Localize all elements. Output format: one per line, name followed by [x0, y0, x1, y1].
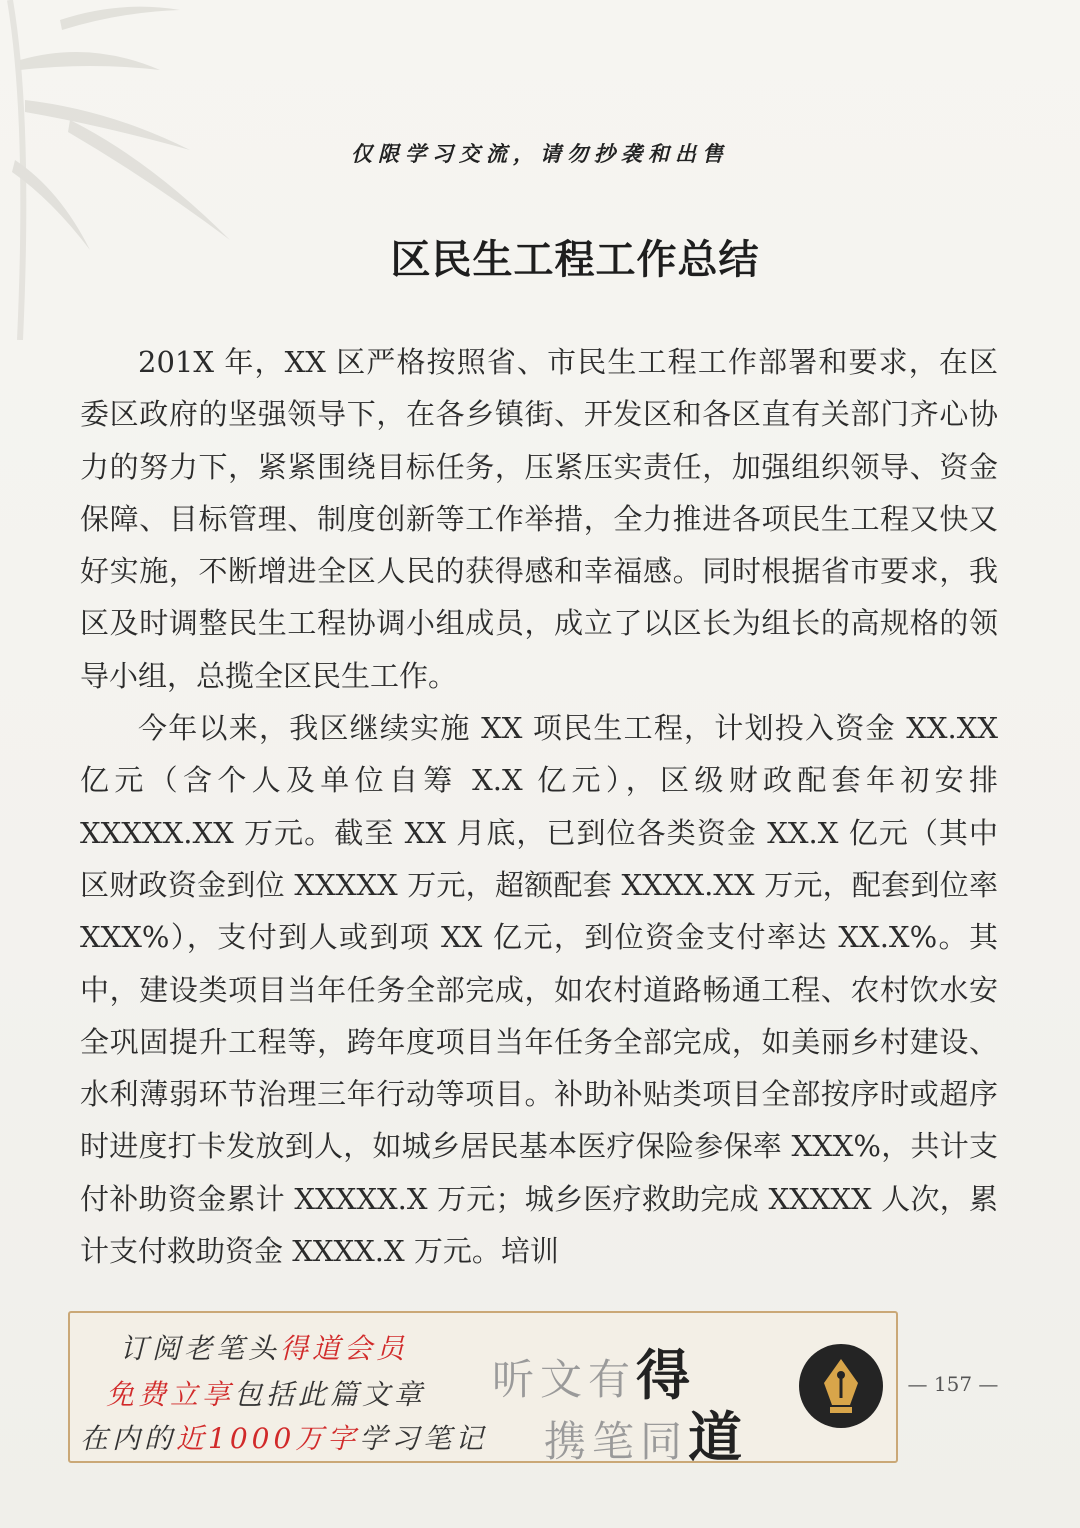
brand-slogan-2: [544, 1395, 748, 1463]
paragraph: 今年以来，我区继续实施 XX 项民生工程，计划投入资金 XX.XX 亿元（含个人及单位自筹 X.X 亿元），区级财政配套年初安排 XXXXX.XX 万元。截至 XX 月底，已到位各类资金 XX.X 亿元（其中区财政资金到位 XXXXX 万元，超额配套 XXXX.XX 万元，配套到位率 XXX%），支付到人或到项 XX 亿元，到位资金支付率达 XX.X%。其中，建设类项目当年任务全部完成，如农村道路畅通工程、农村饮水安全巩固提升工程等，跨年度项目当年任务全部完成，如美丽乡村建设、水利薄弱环节治理三年行动等项目。补助补贴类项目全部按序时或超序时进度打卡发放到人，如城乡居民基本医疗保险参保率 XXX%，共计支付补助资金累计 XXXXX.X 万元；城乡医疗救助完成 XXXXX 人次，累计支付救助资金 XXXX.X 万元。培训: [80, 711, 998, 1269]
banner-highlight: 得道会员: [280, 1332, 409, 1365]
brand-text-emphasis: 得: [636, 1344, 697, 1407]
fountain-pen-nib-icon: [798, 1343, 884, 1429]
banner-text: 学习笔记: [359, 1422, 488, 1455]
page-number: — 157 —: [907, 1372, 999, 1396]
bamboo-decoration: [0, 0, 260, 340]
brand-text: 听文有: [492, 1355, 637, 1404]
banner-text: 在内的: [80, 1422, 177, 1455]
banner-line-3: [80, 1417, 487, 1457]
document-body: [80, 336, 998, 1277]
banner-highlight: 近1000万字: [176, 1422, 360, 1455]
banner-text: 包括此篇文章: [234, 1378, 427, 1411]
banner-highlight: 免费立享: [106, 1378, 235, 1411]
banner-line-1: [120, 1327, 408, 1367]
banner-line-2: [106, 1373, 426, 1413]
membership-banner[interactable]: [68, 1311, 898, 1463]
banner-text: 订阅老笔头: [120, 1332, 281, 1365]
usage-notice: 仅限学习交流，请勿抄袭和出售: [351, 141, 729, 166]
document-title: 区民生工程工作总结: [390, 237, 760, 283]
paragraph: 201X 年，XX 区严格按照省、市民生工程工作部署和要求，在区委区政府的坚强领导下，在各乡镇街、开发区和各区直有关部门齐心协力的努力下，紧紧围绕目标任务，压紧压实责任，加强组织领导、资金保障、目标管理、制度创新等工作举措，全力推进各项民生工程又快又好实施，不断增进全区人民的获得感和幸福感。同时根据省市要求，我区及时调整民生工程协调小组成员，成立了以区长为组长的高规格的领导小组，总揽全区民生工作。: [80, 345, 998, 693]
brand-text: 携笔同: [544, 1417, 689, 1463]
brand-text-emphasis: 道: [688, 1406, 749, 1463]
